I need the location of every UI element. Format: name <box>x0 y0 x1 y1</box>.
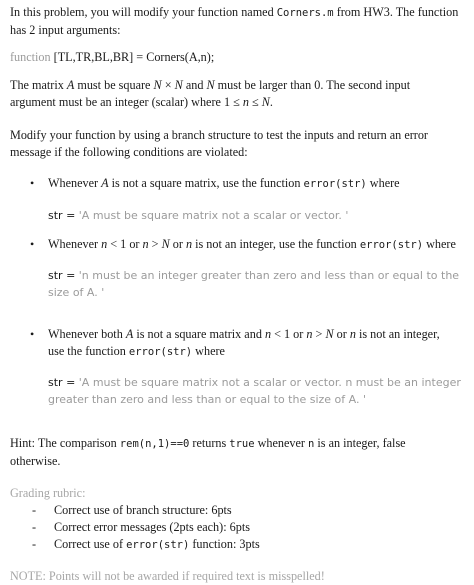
text: where <box>366 176 400 190</box>
rubric-list <box>10 502 466 554</box>
problem-document <box>10 4 466 585</box>
text: Whenever <box>48 237 102 251</box>
str-label: str = <box>48 269 79 282</box>
matrix-rule-paragraph <box>10 77 466 111</box>
math-var: n <box>185 237 193 251</box>
code: error(str) <box>359 239 424 251</box>
code: error(str) <box>303 178 367 190</box>
str-value: 'A must be square matrix not a scalar or vector. ' <box>78 209 349 222</box>
error-string-1 <box>48 207 466 224</box>
math-var: n <box>242 95 249 109</box>
str-value: 'A must be square matrix not a scalar or vector. n must be an integer <box>78 376 461 389</box>
text: Correct use of <box>54 537 127 551</box>
text: Modify your function by using a branch structure to test the inputs and return an error <box>10 128 428 142</box>
note-text: NOTE: Points will not be awarded if required text is misspelled! <box>10 569 325 583</box>
str-value: greater than zero and less than or equal to the size of A. ' <box>48 393 367 406</box>
rubric-item-1: - Correct use of branch structure: 6pts <box>10 502 466 519</box>
text: is not a square matrix and <box>133 327 265 341</box>
math-var: n <box>142 237 149 251</box>
text: use the function <box>48 344 129 358</box>
error-string-3 <box>48 374 466 408</box>
error-string-2 <box>48 267 466 301</box>
text: < 1 or <box>107 237 143 251</box>
math-var: N <box>206 78 215 92</box>
intro-paragraph <box>10 4 466 39</box>
str-label: str = <box>48 376 79 389</box>
rubric-title: Grading rubric: <box>10 486 86 500</box>
text: is not an integer, <box>355 327 440 341</box>
text: returns <box>189 436 230 450</box>
intro-text: In this problem, you will modify your function named <box>10 5 277 19</box>
text: > <box>312 327 326 341</box>
intro-text-3: has 2 input arguments: <box>10 23 121 37</box>
text: Whenever both <box>48 327 126 341</box>
function-signature <box>10 49 466 66</box>
str-label: str = <box>48 209 79 222</box>
text: otherwise. <box>10 454 61 468</box>
text: must be square <box>74 78 154 92</box>
function-filename: Corners.m <box>276 7 334 19</box>
conditions-list <box>10 175 466 408</box>
code: n <box>308 438 315 450</box>
text: function: 3pts <box>189 537 260 551</box>
rubric-item-2: - Correct error messages (2pts each): 6pts <box>10 519 466 536</box>
modify-paragraph <box>10 127 466 161</box>
text: message if the following conditions are violated: <box>10 145 248 159</box>
text: . <box>269 95 273 109</box>
text: where <box>423 237 456 251</box>
text: is not an integer, use the function <box>192 237 360 251</box>
text: is not a square matrix, use the function <box>108 176 304 190</box>
math-var: A <box>125 327 134 341</box>
text: where <box>192 344 225 358</box>
math-var: n <box>264 327 272 341</box>
code: true <box>229 438 255 450</box>
text: is an integer, false <box>314 436 406 450</box>
condition-item-1 <box>10 175 466 224</box>
function-keyword: function <box>10 50 51 64</box>
condition-item-2 <box>10 236 466 301</box>
math-var: n <box>306 327 313 341</box>
math-var: N <box>174 78 183 92</box>
intro-text-2: from HW3. The function <box>333 5 459 19</box>
text: whenever <box>254 436 309 450</box>
math-var: N <box>161 237 170 251</box>
text: or <box>169 237 186 251</box>
rubric-item-3 <box>10 536 466 554</box>
text: or <box>333 327 350 341</box>
math-var: A <box>66 78 75 92</box>
math-var: N <box>153 78 162 92</box>
str-value: 'n must be an integer greater than zero and less than or equal to the <box>78 269 460 282</box>
signature-text: [TL,TR,BL,BR] = Corners(A,n); <box>50 50 215 64</box>
code: error(str) <box>126 539 190 551</box>
math-var: n <box>101 237 108 251</box>
text: > <box>148 237 162 251</box>
math-var: N <box>261 95 270 109</box>
str-value: size of A. ' <box>48 286 105 299</box>
text: × <box>161 78 175 92</box>
text: and <box>182 78 207 92</box>
math-var: N <box>325 327 334 341</box>
text: < 1 or <box>271 327 307 341</box>
text: The matrix <box>10 78 67 92</box>
text: Whenever <box>48 176 102 190</box>
text: ≤ <box>248 95 262 109</box>
text: must be larger than 0. The second input <box>214 78 411 92</box>
hint-paragraph <box>10 435 466 470</box>
math-var: n <box>349 327 356 341</box>
text: argument must be an integer (scalar) where 1 ≤ <box>10 95 243 109</box>
math-var: A <box>101 176 109 190</box>
text: Hint: The comparison <box>10 436 120 450</box>
code: rem(n,1)==0 <box>119 438 190 450</box>
condition-item-3 <box>10 326 466 408</box>
code: error(str) <box>128 346 193 358</box>
